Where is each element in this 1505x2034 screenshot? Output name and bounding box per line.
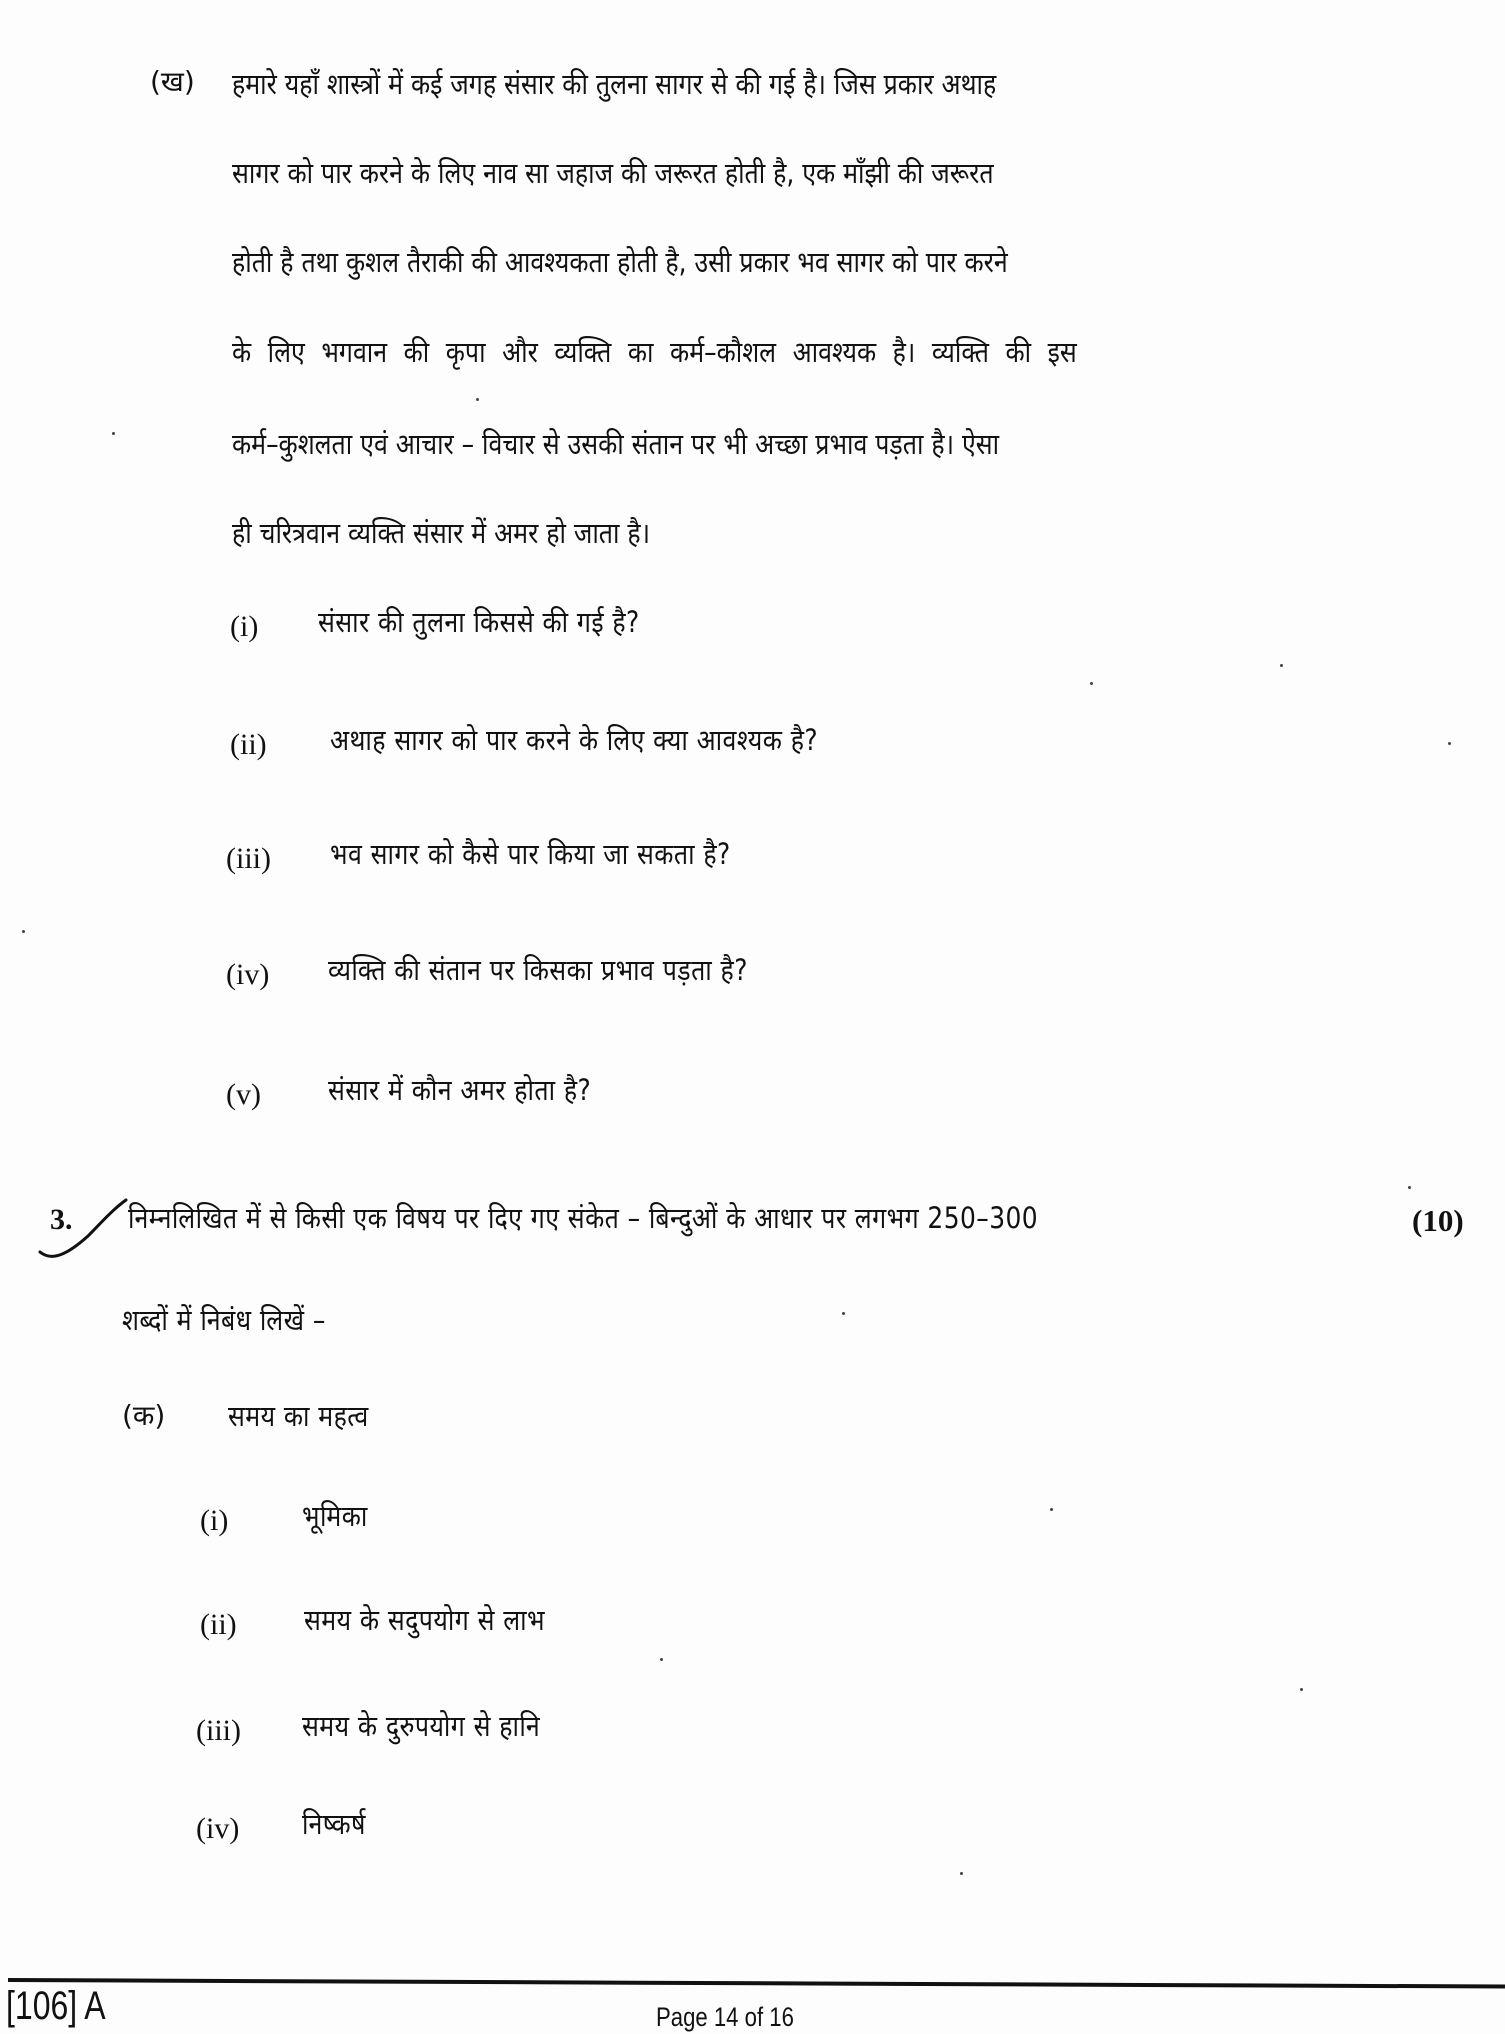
page-indicator: Page 14 of 16 — [656, 2002, 794, 2032]
scan-speck — [1090, 682, 1093, 685]
scan-speck — [22, 930, 25, 933]
scan-speck — [1050, 1508, 1053, 1511]
point-label: (ii) — [200, 1608, 237, 1641]
question-label: (iii) — [226, 842, 271, 875]
scan-speck — [960, 1872, 963, 1875]
paper-code: [106] A — [6, 1984, 106, 2028]
question-label: (iv) — [226, 958, 270, 991]
question-text: व्यक्ति की संतान पर किसका प्रभाव पड़ता है? — [328, 953, 748, 987]
point-label: (i) — [200, 1504, 229, 1537]
question-number: 3. — [50, 1203, 73, 1236]
scan-speck — [1300, 1688, 1303, 1691]
scan-speck — [842, 1312, 845, 1315]
question-label: (ii) — [230, 728, 267, 761]
point-text: भूमिका — [302, 1499, 368, 1533]
question-text: संसार की तुलना किससे की गई है? — [318, 605, 640, 639]
scan-speck — [112, 432, 115, 435]
passage-line-3: होती है तथा कुशल तैराकी की आवश्यकता होती है, उसी प्रकार भव सागर को पार करने — [232, 245, 1008, 279]
scan-speck — [476, 398, 479, 401]
question-label: (v) — [226, 1078, 261, 1111]
question-text: संसार में कौन अमर होता है? — [328, 1073, 592, 1107]
footer-divider — [8, 1978, 1505, 1989]
question-label: (i) — [230, 610, 259, 643]
point-text: निष्कर्ष — [302, 1807, 366, 1841]
question-3-instruction-line-2: शब्दों में निबंध लिखें – — [122, 1303, 326, 1337]
topic-label: (क) — [122, 1399, 166, 1432]
question-3-instruction-line-1: निम्नलिखित में से किसी एक विषय पर दिए गए संकेत – बिन्दुओं के आधार पर लगभग 250–300 — [128, 1201, 1039, 1235]
point-text: समय के दुरुपयोग से हानि — [302, 1709, 541, 1743]
question-text: भव सागर को कैसे पार किया जा सकता है? — [330, 837, 731, 871]
scan-speck — [660, 1658, 663, 1661]
passage-line-1: हमारे यहाँ शास्त्रों में कई जगह संसार की तुलना सागर से की गई है। जिस प्रकार अथाह — [232, 67, 997, 101]
scan-speck — [1448, 742, 1451, 745]
point-label: (iii) — [196, 1714, 241, 1747]
topic-title: समय का महत्व — [228, 1399, 369, 1433]
scan-speck — [1280, 664, 1283, 667]
passage-line-4: के लिए भगवान की कृपा और व्यक्ति का कर्म–कौशल आवश्यक है। व्यक्ति की इस — [232, 335, 1077, 369]
passage-line-5: कर्म–कुशलता एवं आचार – विचार से उसकी संतान पर भी अच्छा प्रभाव पड़ता है। ऐसा — [232, 427, 1000, 461]
passage-line-2: सागर को पार करने के लिए नाव सा जहाज की जरूरत होती है, एक माँझी की जरूरत — [232, 156, 994, 190]
marks-badge: (10) — [1412, 1203, 1464, 1238]
passage-line-6: ही चरित्रवान व्यक्ति संसार में अमर हो जाता है। — [232, 516, 651, 550]
passage-label: (ख) — [150, 65, 195, 98]
question-text: अथाह सागर को पार करने के लिए क्या आवश्यक है? — [330, 723, 819, 757]
point-label: (iv) — [196, 1812, 240, 1845]
checkmark-icon — [38, 1196, 130, 1260]
scan-speck — [1408, 1186, 1411, 1189]
point-text: समय के सदुपयोग से लाभ — [304, 1603, 545, 1637]
